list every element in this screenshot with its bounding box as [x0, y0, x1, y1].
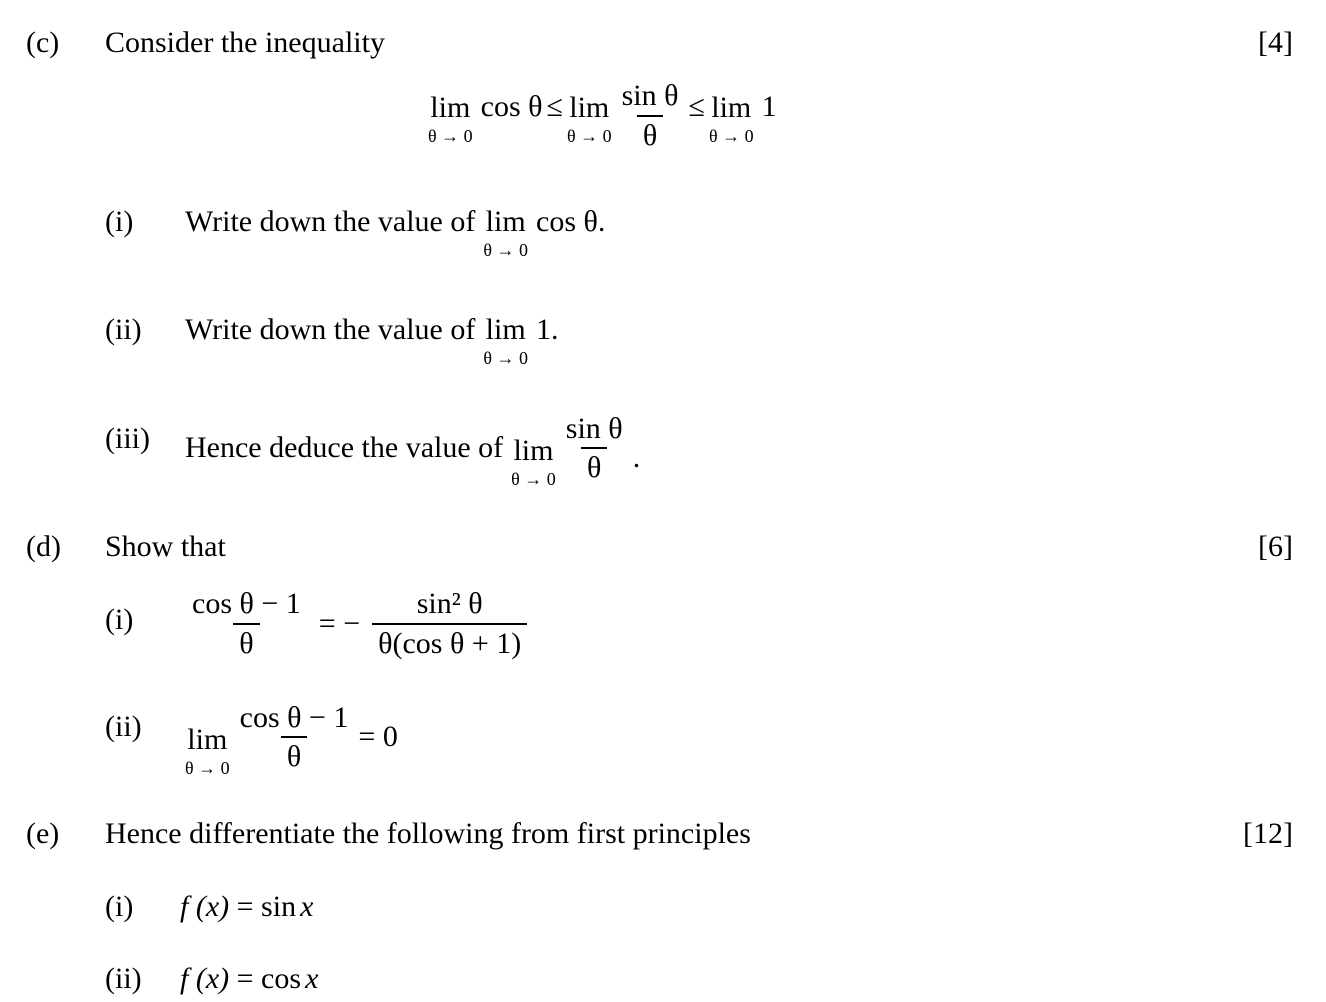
part-c-label: (c): [26, 26, 60, 59]
part-c-ii-label: (ii): [105, 313, 142, 346]
part-c-iii-text: Hence deduce the value of lim θ → 0 $\frac{\text{sin θ}}{\theta}$ .: [185, 411, 641, 489]
le-sign: ≤: [546, 89, 563, 123]
part-c-text: Consider the inequality: [105, 26, 385, 59]
part-e-label: (e): [26, 817, 60, 850]
part-d-i-label: (i): [105, 603, 134, 636]
part-c-ii-text: Write down the value of lim θ → 0 1.: [185, 313, 559, 368]
part-e-text: Hence differentiate the following from first principles: [105, 817, 751, 850]
part-e-marks: [12]: [1243, 817, 1293, 850]
lim-operator: lim θ → 0: [566, 90, 612, 146]
le-sign: ≤: [688, 89, 705, 123]
one: 1: [761, 89, 777, 123]
part-c-marks: [4]: [1258, 26, 1293, 59]
part-c-i-label: (i): [105, 205, 134, 238]
part-c-iii-label: (iii): [105, 422, 150, 455]
sin-over-theta: $\frac{\text{sin θ}}{\theta}$: [621, 79, 679, 152]
part-d-ii-label: (ii): [105, 710, 142, 743]
part-c-i-text: Write down the value of lim θ → 0 cos θ.: [185, 205, 606, 260]
part-d-marks: [6]: [1258, 530, 1293, 563]
part-d-ii-formula: lim θ → 0 $\frac{\text{cos θ − 1}}{\theta}$ = 0: [185, 700, 398, 778]
lim-operator: lim θ → 0: [428, 90, 473, 146]
lim-operator: lim θ → 0: [708, 90, 754, 146]
part-d-text: Show that: [105, 530, 226, 563]
part-e-i-formula: f (x) = sin x: [180, 890, 314, 923]
part-d-label: (d): [26, 530, 61, 563]
part-e-ii-formula: f (x) = cos x: [180, 962, 319, 995]
inequality-formula: [428, 79, 777, 152]
part-d-i-formula: $\frac{\text{cos θ − 1}}{\theta}$ = − $\frac{\text{sin² θ}}{\text{θ(cos θ + 1)}}$: [182, 588, 531, 659]
part-e-i-label: (i): [105, 890, 134, 923]
part-e-ii-label: (ii): [105, 962, 142, 995]
cos-theta: cos θ: [480, 89, 543, 123]
